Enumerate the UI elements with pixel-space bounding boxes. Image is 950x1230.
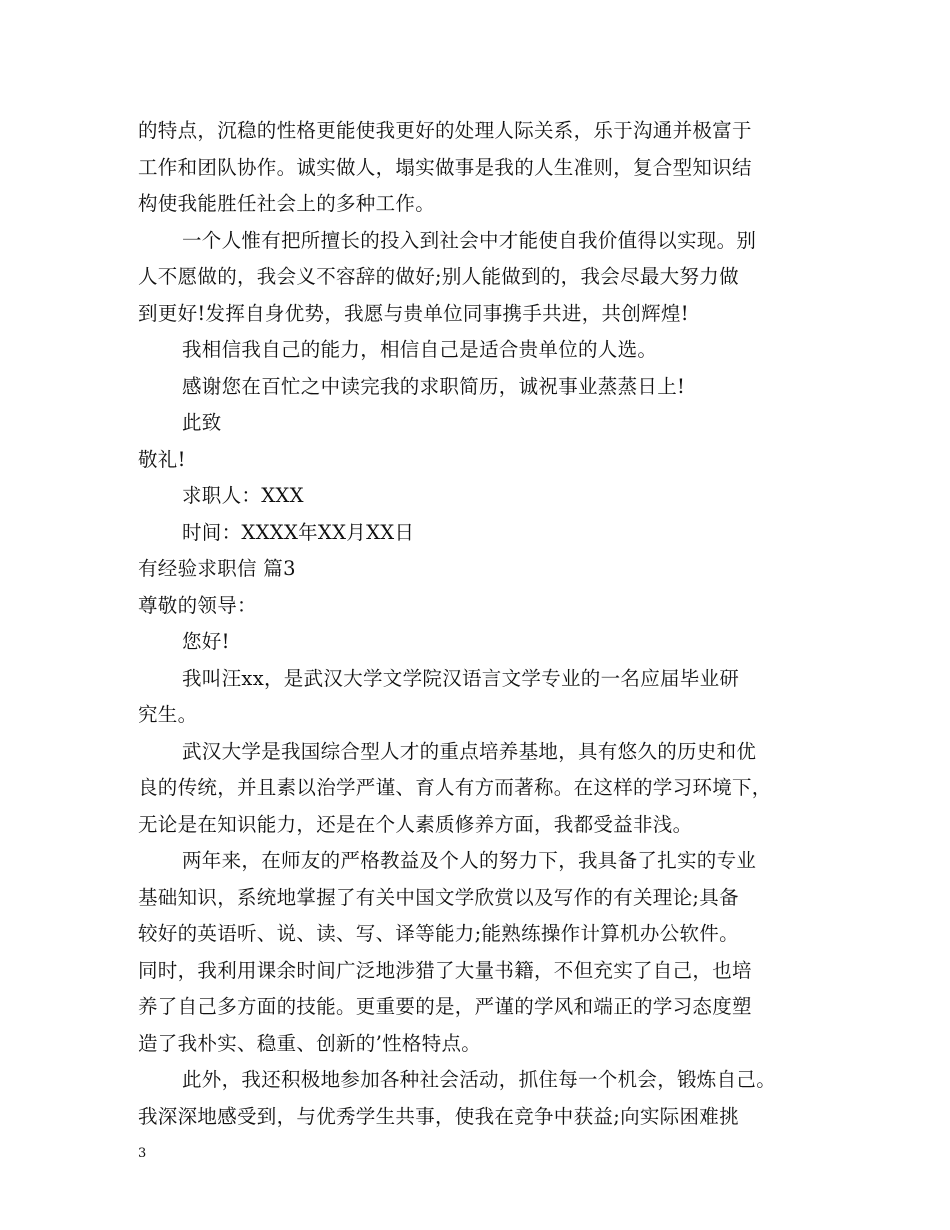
text-line: 我相信我自己的能力，相信自己是适合贵单位的人选。 bbox=[182, 338, 658, 361]
text-line: 我深深地感受到，与优秀学生共事，使我在竞争中获益;向实际困难挑 bbox=[138, 1104, 739, 1128]
text-line: 究生。 bbox=[138, 703, 198, 726]
text-line: 基础知识，系统地掌握了有关中国文学欣赏以及写作的有关理论;具备 bbox=[138, 885, 739, 909]
text-line: 此外，我还积极地参加各种社会活动，抓住每一个机会，锻炼自己。 bbox=[182, 1068, 777, 1091]
page-number: 3 bbox=[138, 1146, 147, 1161]
text-line: 武汉大学是我国综合型人才的重点培养基地，具有悠久的历史和优 bbox=[182, 739, 757, 763]
text-line: 一个人惟有把所擅长的投入到社会中才能使自我价值得以实现。别 bbox=[182, 228, 757, 252]
text-line: 尊敬的领导： bbox=[138, 593, 257, 617]
text-line: 到更好!发挥自身优势，我愿与贵单位同事携手共进，共创辉煌! bbox=[138, 301, 689, 325]
text-line: 此致 bbox=[182, 411, 222, 434]
text-line: 造了我朴实、稳重、创新的’性格特点。 bbox=[138, 1031, 482, 1055]
text-line: 良的传统，并且素以治学严谨、育人有方而著称。在这样的学习环境下， bbox=[138, 776, 772, 799]
text-line: 人不愿做的，我会义不容辞的做好;别人能做到的，我会尽最大努力做 bbox=[138, 265, 739, 288]
text-line: 无论是在知识能力，还是在个人素质修养方面，我都受益非浅。 bbox=[138, 812, 693, 836]
text-line: 求职人：XXX bbox=[182, 484, 304, 507]
text-line: 两年来，在师友的严格教益及个人的努力下，我具备了扎实的专业 bbox=[182, 849, 757, 872]
text-line: 敬礼! bbox=[138, 447, 186, 471]
text-line: 感谢您在百忙之中读完我的求职简历，诚祝事业蒸蒸日上! bbox=[182, 374, 686, 398]
text-line: 您好! bbox=[182, 630, 230, 653]
text-line: 有经验求职信 篇3 bbox=[138, 557, 296, 580]
text-line: 较好的英语听、说、读、写、译等能力;能熟练操作计算机办公软件。 bbox=[138, 922, 739, 945]
text-line: 时间：XXXX年XX月XX日 bbox=[182, 520, 415, 544]
text-line: 构使我能胜任社会上的多种工作。 bbox=[138, 192, 436, 215]
text-line: 同时，我利用课余时间广泛地涉猎了大量书籍，不但充实了自己，也培 bbox=[138, 958, 752, 982]
text-line: 我叫汪xx，是武汉大学文学院汉语言文学专业的一名应届毕业研 bbox=[182, 666, 740, 690]
document-body bbox=[138, 113, 828, 1135]
text-line: 的特点，沉稳的性格更能使我更好的处理人际关系，乐于沟通并极富于 bbox=[138, 119, 752, 142]
text-line: 工作和团队协作。诚实做人，塌实做事是我的人生准则，复合型知识结 bbox=[138, 155, 752, 179]
text-line: 养了自己多方面的技能。更重要的是，严谨的学风和端正的学习态度塑 bbox=[138, 995, 752, 1018]
